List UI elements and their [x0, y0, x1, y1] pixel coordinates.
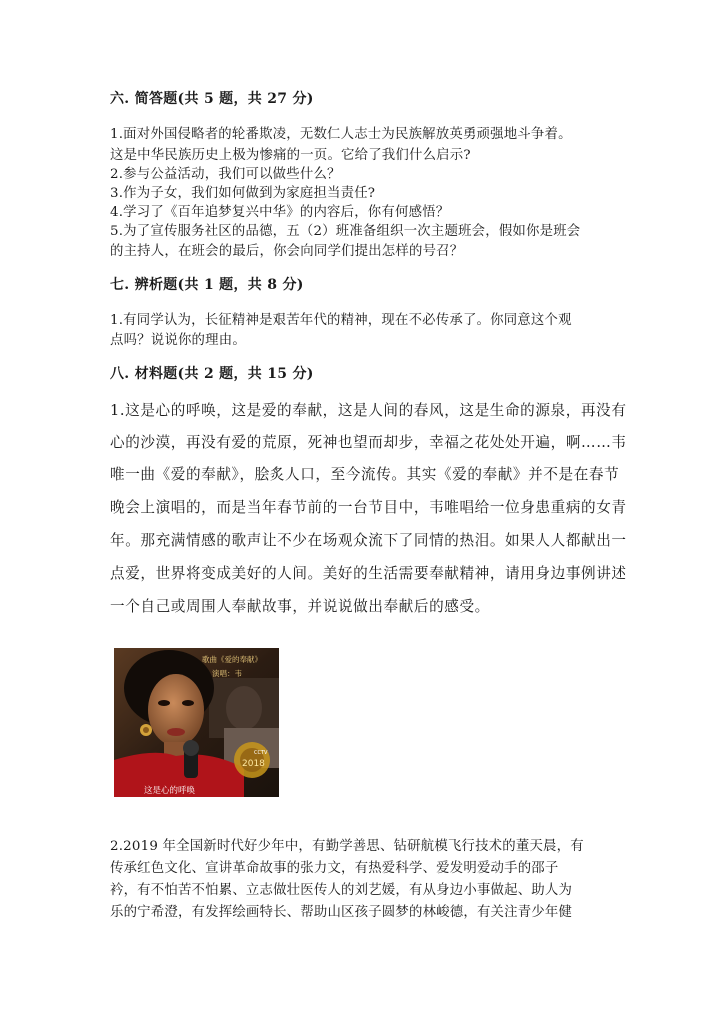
gala-logo-channel: CCTV	[254, 750, 268, 756]
material-1-line: 年。那充满情感的歌声让不少在场观众流下了同情的热泪。如果人人都献出一	[110, 532, 627, 549]
section-7-line: 点吗？说说你的理由。	[110, 333, 246, 348]
singer-photo-illustration	[114, 648, 279, 797]
singer-photo	[114, 648, 279, 797]
song-caption: 歌曲《爱的奉献》	[202, 655, 262, 664]
section-6-line: 3.作为子女，我们如何做到为家庭担当责任?	[110, 186, 376, 201]
material-1-line: 点爱，世界将变成美好的人间。美好的生活需要奉献精神，请用身边事例讲述	[110, 565, 627, 582]
photo-subtitle: 这是心的呼唤	[144, 786, 196, 796]
section-6-line: 1.面对外国侵略者的轮番欺凌，无数仁人志士为民族解放英勇顽强地斗争着。	[110, 127, 572, 142]
material-1-line: 一个自己或周围人奉献故事，并说说做出奉献后的感受。	[110, 598, 490, 615]
material-1-line: 心的沙漠，再没有爱的荒原，死神也望而却步，幸福之花处处开遍，啊……韦	[110, 434, 627, 451]
material-1-line: 唯一曲《爱的奉献》，脍炙人口，至今流传。其实《爱的奉献》并不是在春节	[110, 466, 620, 483]
material-1-line: 1.这是心的呼唤，这是爱的奉献，这是人间的春风，这是生命的源泉，再没有	[110, 402, 627, 419]
section-6-line: 2.参与公益活动，我们可以做些什么？	[110, 167, 341, 182]
section-6-line: 4.学习了《百年追梦复兴中华》的内容后，你有何感悟？	[110, 205, 450, 220]
material-2-line: 2.2019 年全国新时代好少年中，有勤学善思、钻研航模飞行技术的董天晨，有	[110, 839, 584, 854]
section-7-line: 1.有同学认为，长征精神是艰苦年代的精神，现在不必传承了。你同意这个观	[110, 313, 572, 328]
material-2-line: 传承红色文化、宣讲革命故事的张力文，有热爱科学、爱发明爱动手的邵子	[110, 861, 559, 876]
section-6-heading: 六. 简答题(共 5 题，共 27 分)	[110, 91, 314, 107]
singer-caption: 演唱：韦	[212, 669, 242, 678]
material-2-line: 乐的宁希澄，有发挥绘画特长、帮助山区孩子圆梦的林峻德，有关注青少年健	[110, 905, 573, 920]
material-2-line: 衿，有不怕苦不怕累、立志做壮医传人的刘艺媛，有从身边小事做起、助人为	[110, 883, 573, 898]
section-8-heading: 八. 材料题(共 2 题，共 15 分)	[110, 366, 314, 382]
section-6-line: 5.为了宣传服务社区的品德，五（2）班准备组织一次主题班会，假如你是班会	[110, 224, 581, 239]
section-6-line: 这是中华民族历史上极为惨痛的一页。它给了我们什么启示?	[110, 148, 471, 163]
section-6-line: 的主持人，在班会的最后，你会向同学们提出怎样的号召？	[110, 244, 464, 259]
section-7-heading: 七. 辨析题(共 1 题，共 8 分)	[110, 277, 304, 293]
gala-logo-year: 2018	[242, 759, 265, 769]
material-1-line: 晚会上演唱的，而是当年春节前的一台节目中，韦唯唱给一位身患重病的女青	[110, 499, 627, 516]
